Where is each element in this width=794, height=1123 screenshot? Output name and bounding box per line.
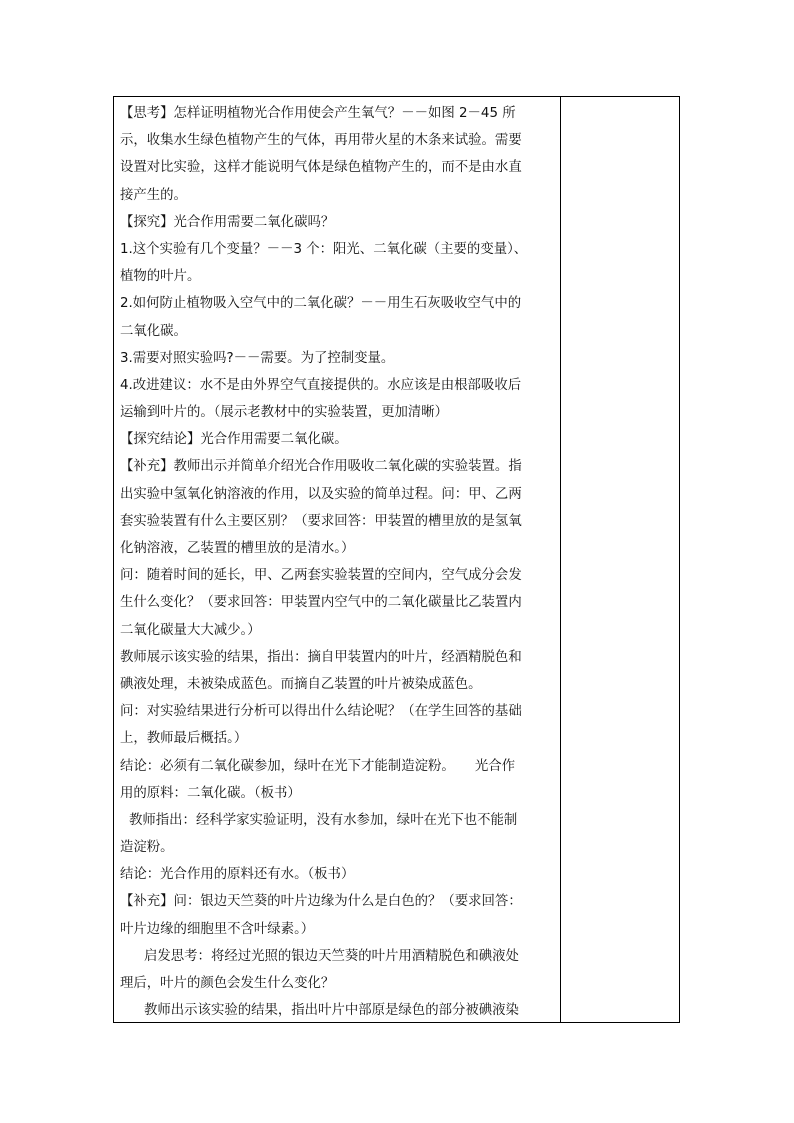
text-line: 上，教师最后概括。） bbox=[120, 731, 248, 747]
text-line: 2.如何防止植物吸入空气中的二氧化碳？－－用生石灰吸收空气中的 bbox=[120, 296, 522, 312]
text-line: 接产生的。 bbox=[120, 187, 187, 203]
text-line: 教师出示该实验的结果，指出叶片中部原是绿色的部分被碘液染 bbox=[144, 1003, 519, 1019]
text-line: 二氧化碳。 bbox=[120, 323, 187, 339]
text-line: 套实验装置有什么主要区别？（要求回答：甲装置的槽里放的是氢氧 bbox=[120, 513, 522, 529]
text-line: 生什么变化？（要求回答：甲装置内空气中的二氧化碳量比乙装置内 bbox=[120, 595, 522, 611]
text-line: 结论：必须有二氧化碳参加，绿叶在光下才能制造淀粉。 光合作 bbox=[120, 758, 516, 774]
text-line: 1.这个实验有几个变量？－－3 个：阳光、二氧化碳（主要的变量）、 bbox=[120, 241, 528, 257]
text-line: 启发思考：将经过光照的银边天竺葵的叶片用酒精脱色和碘液处 bbox=[144, 948, 519, 964]
text-line: 造淀粉。 bbox=[120, 840, 174, 856]
text-line: 二氧化碳量大大减少。） bbox=[120, 622, 261, 638]
notes-cell bbox=[561, 97, 679, 1022]
text-line: 问：随着时间的延长，甲、乙两套实验装置的空间内，空气成分会发 bbox=[120, 568, 522, 584]
text-line: 理后，叶片的颜色会发生什么变化？ bbox=[120, 976, 335, 991]
text-line: 教师指出：经科学家实验证明，没有水参加，绿叶在光下也不能制 bbox=[129, 812, 518, 828]
text-line: 问：对实验结果进行分析可以得出什么结论呢？（在学生回答的基础 bbox=[120, 704, 522, 720]
lesson-table bbox=[113, 96, 680, 1023]
text-line: 碘液处理，未被染成蓝色。而摘自乙装置的叶片被染成蓝色。 bbox=[120, 676, 482, 692]
text-line: 运输到叶片的。（展示老教材中的实验装置，更加清晰） bbox=[120, 405, 449, 421]
text-line: 设置对比实验，这样才能说明气体是绿色植物产生的，而不是由水直 bbox=[120, 160, 522, 176]
text-line: 叶片边缘的细胞里不含叶绿素。） bbox=[120, 921, 315, 937]
text-line: 【补充】教师出示并简单介绍光合作用吸收二氧化碳的实验装置。指 bbox=[120, 459, 522, 475]
text-line: 化钠溶液，乙装置的槽里放的是清水。） bbox=[120, 541, 355, 556]
text-line: 教师展示该实验的结果，指出：摘自甲装置内的叶片，经酒精脱色和 bbox=[120, 649, 522, 665]
text-line: 【探究结论】光合作用需要二氧化碳。 bbox=[120, 432, 348, 448]
text-line: 【探究】光合作用需要二氧化碳吗？ bbox=[120, 214, 335, 230]
lesson-content-cell bbox=[114, 97, 561, 1022]
text-line: 出实验中氢氧化钠溶液的作用，以及实验的简单过程。问：甲、乙两 bbox=[120, 486, 522, 502]
text-line: 4.改进建议：水不是由外界空气直接提供的。水应该是由根部吸收后 bbox=[120, 377, 522, 393]
text-line: 结论：光合作用的原料还有水。（板书） bbox=[120, 867, 355, 883]
text-line: 示，收集水生绿色植物产生的气体，再用带火星的木条来试验。需要 bbox=[120, 133, 522, 149]
text-line: 【思考】怎样证明植物光合作用使会产生氧气？－－如图 2－45 所 bbox=[120, 106, 516, 121]
text-line: 植物的叶片。 bbox=[120, 269, 201, 285]
text-line: 用的原料：二氧化碳。（板书） bbox=[120, 785, 301, 801]
text-line: 【补充】问：银边天竺葵的叶片边缘为什么是白色的？（要求回答： bbox=[120, 894, 522, 910]
text-line: 3.需要对照实验吗?－－需要。为了控制变量。 bbox=[120, 350, 395, 366]
